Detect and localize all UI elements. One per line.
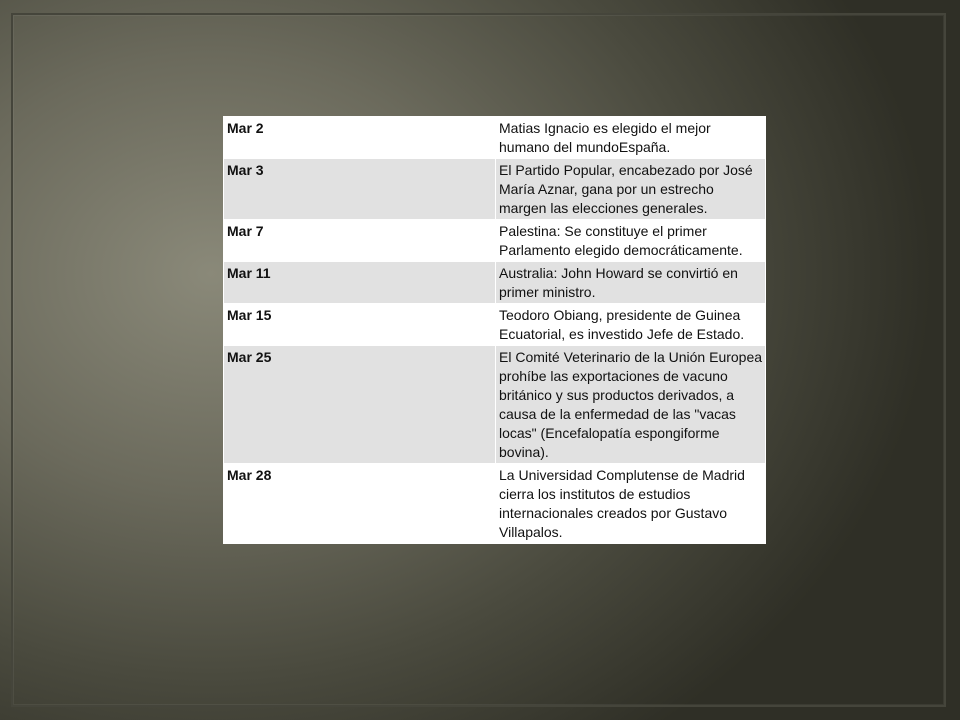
date-cell: Mar 28 (224, 464, 496, 544)
date-cell: Mar 2 (224, 117, 496, 159)
date-cell: Mar 3 (224, 159, 496, 220)
table-row (224, 464, 766, 544)
table-row (224, 159, 766, 220)
event-cell: Palestina: Se constituye el primer Parlamento elegido democráticamente. (496, 220, 766, 262)
date-cell: Mar 7 (224, 220, 496, 262)
table-row (224, 117, 766, 159)
event-cell: La Universidad Complutense de Madrid cierra los institutos de estudios internacionales creados por Gustavo Villapalos. (496, 464, 766, 544)
table-row (224, 220, 766, 262)
event-cell: El Comité Veterinario de la Unión Europea prohíbe las exportaciones de vacuno británico y sus productos derivados, a causa de la enfermedad de las "vacas locas" (Encefalopatía espongiforme bovina). (496, 346, 766, 464)
table-row (224, 262, 766, 304)
event-cell: Teodoro Obiang, presidente de Guinea Ecuatorial, es investido Jefe de Estado. (496, 304, 766, 346)
event-cell: Matias Ignacio es elegido el mejor humano del mundoEspaña. (496, 117, 766, 159)
date-cell: Mar 11 (224, 262, 496, 304)
date-cell: Mar 15 (224, 304, 496, 346)
date-cell: Mar 25 (224, 346, 496, 464)
event-cell: El Partido Popular, encabezado por José María Aznar, gana por un estrecho margen las elecciones generales. (496, 159, 766, 220)
table-row (224, 346, 766, 464)
events-table (223, 116, 766, 544)
event-cell: Australia: John Howard se convirtió en primer ministro. (496, 262, 766, 304)
table-row (224, 304, 766, 346)
